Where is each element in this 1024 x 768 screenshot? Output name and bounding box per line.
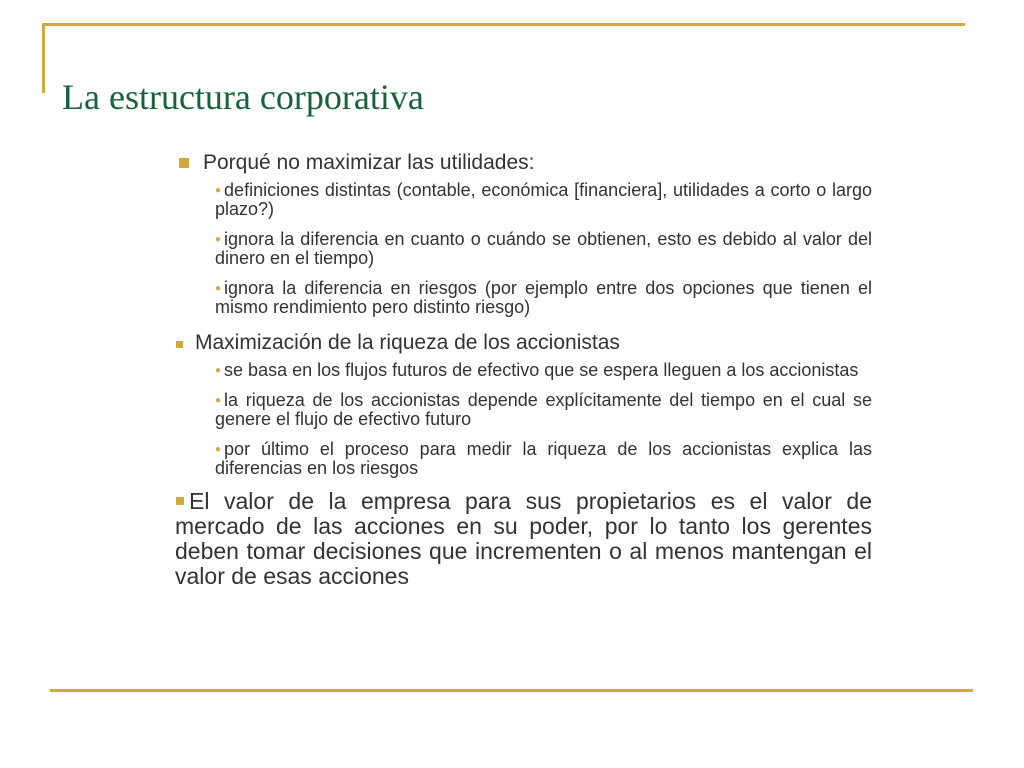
bullet-text: Porqué no maximizar las utilidades: [203,151,535,174]
sub-bullet [215,181,872,219]
sub-bullet [215,230,872,268]
sub-bullet-text: definiciones distintas (contable, económica [financiera], utilidades a corto o largo plazo?) [215,180,872,219]
sub-bullet-list [175,361,872,478]
sub-bullet-text: por último el proceso para medir la riqueza de los accionistas explica las diferencias en los riesgos [215,439,872,478]
dot-bullet-icon: ● [215,283,222,294]
square-bullet-icon [179,158,189,168]
sub-bullet-text: ignora la diferencia en cuanto o cuándo se obtienen, esto es debido al valor del dinero en el tiempo) [215,229,872,268]
sub-bullet-text: la riqueza de los accionistas depende explícitamente del tiempo en el cual se genere el flujo de efectivo futuro [215,390,872,429]
left-rule [42,23,45,93]
square-bullet-icon [176,341,183,348]
sub-bullet-text: se basa en los flujos futuros de efectivo que se espera lleguen a los accionistas [224,360,859,380]
dot-bullet-icon: ● [215,365,222,376]
bullet-valor-empresa [175,489,872,589]
bullet-text: El valor de la empresa para sus propietarios es el valor de mercado de las acciones en su poder, por lo tanto los gerentes deben tomar decisiones que incrementen o al menos mantengan el valor de esas acciones [175,488,872,589]
bullet-maximizacion [175,328,872,358]
sub-bullet-text: ignora la diferencia en riesgos (por ejemplo entre dos opciones que tienen el mismo rendimiento pero distinto riesgo) [215,278,872,317]
sub-bullet [215,391,872,429]
sub-bullet-list [175,181,872,317]
square-bullet-icon [176,497,184,505]
bullet-text: Maximización de la riqueza de los accionistas [195,331,620,354]
sub-bullet [215,361,872,380]
sub-bullet [215,440,872,478]
slide-content [175,148,872,589]
slide-title: La estructura corporativa [62,77,424,117]
dot-bullet-icon: ● [215,185,222,196]
dot-bullet-icon: ● [215,444,222,455]
dot-bullet-icon: ● [215,395,222,406]
top-rule [42,23,965,26]
bottom-rule [50,689,973,692]
bullet-utilidades [175,148,872,178]
dot-bullet-icon: ● [215,234,222,245]
sub-bullet [215,279,872,317]
